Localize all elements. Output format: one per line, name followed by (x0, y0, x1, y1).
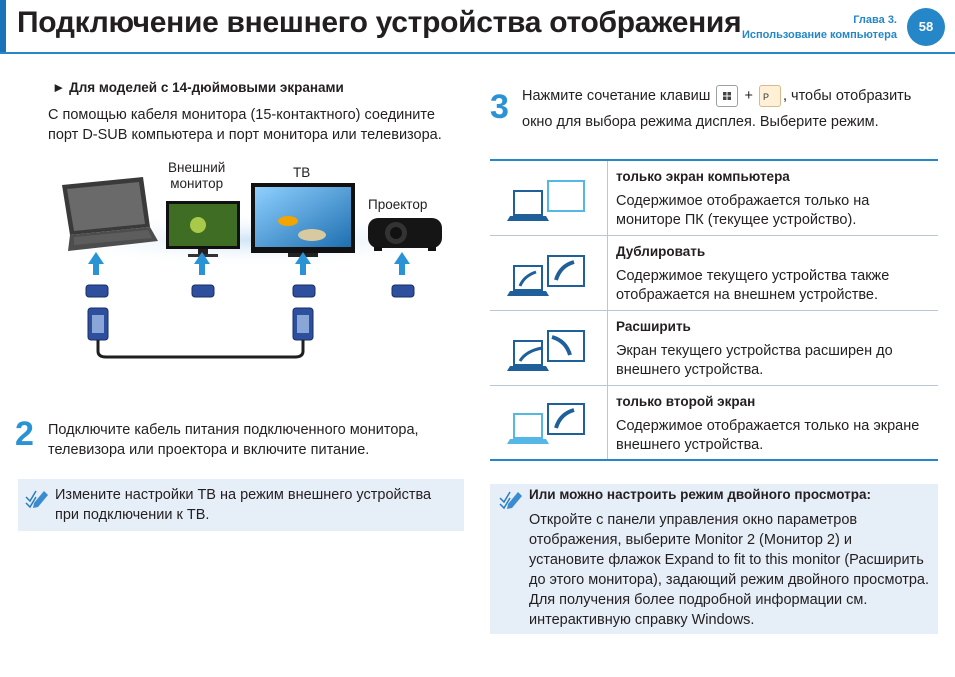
mode-desc: Экран текущего устройства расширен до внешнего устройства. (616, 343, 893, 378)
dual-view-note-box (490, 484, 938, 634)
dsub-ports (86, 285, 414, 297)
models-subheading: ► Для моделей с 14-дюймовыми экранами (52, 80, 344, 95)
header-accent-bar (0, 0, 6, 52)
step-3-line-1 (522, 85, 942, 107)
page-title: Подключение внешнего устройства отображения (17, 6, 742, 39)
mode-title: только второй экран (616, 394, 756, 409)
mode-title: Дублировать (616, 244, 706, 259)
windows-key-icon (716, 85, 738, 107)
mode-title: Расширить (616, 319, 691, 334)
mode-row-extend (490, 311, 938, 386)
dual-view-note-title: Или можно настроить режим двойного просмотра: (529, 487, 871, 502)
projector-image (368, 218, 442, 251)
intro-paragraph: С помощью кабеля монитора (15-контактного) соедините порт D-SUB компьютера и порт монитора или телевизора. (48, 107, 442, 143)
second-screen-only-icon (490, 386, 608, 459)
extend-icon (490, 311, 608, 385)
step-3-text-after: , чтобы отобразить (782, 87, 912, 104)
mode-row-pc-only (490, 161, 938, 236)
step-2-number: 2 (15, 415, 34, 453)
external-monitor-image (166, 201, 240, 257)
mode-title: только экран компьютера (616, 169, 790, 184)
mode-row-duplicate (490, 236, 938, 311)
pencil-note-icon (24, 487, 50, 509)
mode-desc: Содержимое отображается только на экране внешнего устройства. (616, 418, 920, 453)
chapter-label: Глава 3. (853, 14, 897, 26)
duplicate-icon (490, 236, 608, 310)
mode-desc: Содержимое текущего устройства также отображается на внешнем устройстве. (616, 268, 890, 303)
mode-row-second-only (490, 386, 938, 459)
laptop-image (62, 177, 158, 251)
page-number-badge: 58 (907, 8, 945, 46)
header-divider (0, 52, 955, 54)
label-projector: Проектор (368, 197, 428, 212)
step-2-text: Подключите кабель питания подключенного монитора, телевизора или проектора и включите питание. (48, 422, 419, 458)
tv-note-text: Измените настройки ТВ на режим внешнего устройства при подключении к ТВ. (55, 487, 432, 523)
section-label: Использование компьютера (741, 29, 897, 41)
step-3-text-before: Нажмите сочетание клавиш (522, 87, 711, 104)
tv-note-box (18, 479, 464, 531)
dual-view-note-text: Откройте с панели управления окно параметров отображения, выберите Monitor 2 (Монитор 2) и установите флажок Expand to fit to this monitor (Расширить до этого монитора), задающий режим двойного просмотра. Для получения более подробной информации см. интерактивную справку Windows. (529, 512, 930, 628)
mode-desc: Содержимое отображается только на мониторе ПК (текущее устройство). (616, 193, 870, 228)
step-3-line-2: окно для выбора режима дисплея. Выберите режим. (522, 114, 879, 130)
label-tv: ТВ (293, 165, 311, 180)
step-3-number: 3 (490, 88, 509, 126)
chapter-info (742, 13, 897, 43)
connection-diagram (48, 155, 468, 370)
label-external-monitor: Внешний монитор (168, 160, 226, 191)
pencil-note-icon (498, 488, 524, 510)
plus-sign: + (744, 87, 753, 104)
cable-connectors (88, 308, 313, 340)
display-mode-table (490, 159, 938, 461)
p-key-icon: P (759, 85, 781, 107)
pc-only-icon (490, 161, 608, 235)
tv-image (251, 183, 355, 257)
